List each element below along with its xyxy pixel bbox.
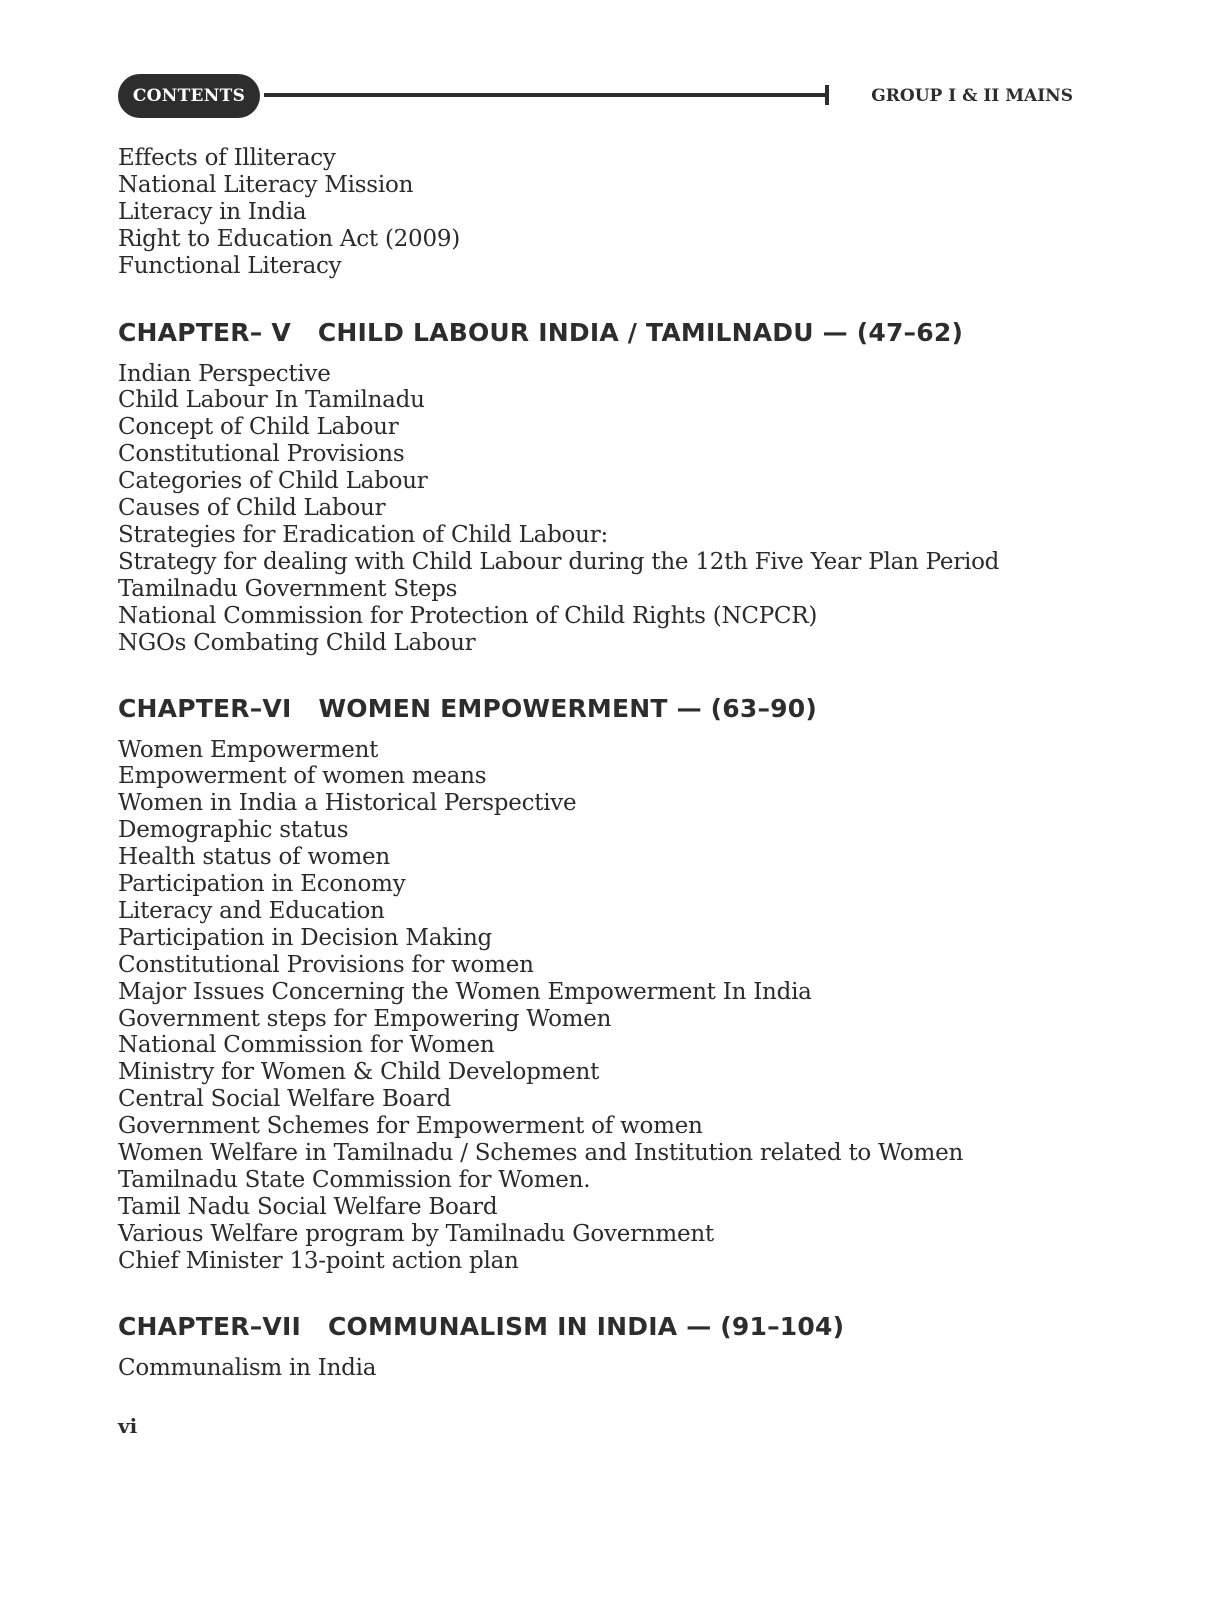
list-item: Tamilnadu State Commission for Women. <box>118 1167 591 1193</box>
list-item: Major Issues Concerning the Women Empowerment In India <box>118 978 812 1005</box>
list-item: Empowerment of women means <box>118 763 487 790</box>
chapter-v-list <box>118 361 1078 657</box>
list-item: Strategy for dealing with Child Labour during the 12th Five Year Plan Period <box>118 548 1000 575</box>
header-rule <box>264 93 827 97</box>
chapter-vii-list <box>118 1355 1078 1382</box>
chapter-title: WOMEN EMPOWERMENT — (63–90) <box>318 693 817 723</box>
list-item: Strategies for Eradication of Child Labour: <box>118 521 608 548</box>
list-item: Tamilnadu Government Steps <box>118 575 458 602</box>
chapter-title: CHILD LABOUR INDIA / TAMILNADU — (47–62) <box>317 317 964 347</box>
page-number: vi <box>118 1414 138 1438</box>
list-item: NGOs Combating Child Labour <box>118 629 476 656</box>
list-item: Constitutional Provisions <box>118 441 405 468</box>
chapter-heading-vii <box>118 1312 1078 1341</box>
chapter-number: CHAPTER–VI <box>118 693 292 723</box>
page-header <box>118 74 1073 118</box>
list-item: Health status of women <box>118 844 390 871</box>
header-rule-cap <box>825 85 829 105</box>
list-item: Demographic status <box>118 817 349 844</box>
list-item: Women in India a Historical Perspective <box>118 790 577 817</box>
list-item: Causes of Child Labour <box>118 495 386 522</box>
chapter-number: CHAPTER–VII <box>118 1311 301 1341</box>
list-item: Women Empowerment <box>118 736 379 763</box>
list-item: Government Schemes for Empowerment of women <box>118 1113 703 1140</box>
list-item: Tamil Nadu Social Welfare Board <box>118 1193 498 1220</box>
chapter-number: CHAPTER– V <box>118 317 291 347</box>
chapter-heading-v <box>118 318 1078 347</box>
list-item: Participation in Decision Making <box>118 924 492 951</box>
intro-list <box>118 145 1078 280</box>
contents-body <box>118 145 1078 1382</box>
list-item: Participation in Economy <box>118 871 406 898</box>
list-item: Child Labour In Tamilnadu <box>118 387 425 414</box>
list-item: Right to Education Act (2009) <box>118 225 460 252</box>
list-item: Effects of Illiteracy <box>118 145 336 171</box>
contents-badge: CONTENTS <box>118 74 260 118</box>
list-item: Categories of Child Labour <box>118 468 428 495</box>
list-item: Indian Perspective <box>118 360 331 387</box>
list-item: Central Social Welfare Board <box>118 1086 451 1113</box>
list-item: Various Welfare program by Tamilnadu Government <box>118 1220 714 1247</box>
list-item: Constitutional Provisions for women <box>118 951 534 978</box>
chapter-heading-vi <box>118 694 1078 723</box>
list-item: Functional Literacy <box>118 252 342 279</box>
list-item: Government steps for Empowering Women <box>118 1005 612 1032</box>
list-item: National Commission for Protection of Child Rights (NCPCR) <box>118 602 818 629</box>
list-item: Women Welfare in Tamilnadu / Schemes and Institution related to Women <box>118 1140 964 1167</box>
list-item: Literacy in India <box>118 198 307 225</box>
list-item: Concept of Child Labour <box>118 414 399 441</box>
list-item: National Commission for Women <box>118 1032 495 1059</box>
chapter-vi-list <box>118 737 1078 1275</box>
list-item: National Literacy Mission <box>118 171 414 198</box>
list-item: Literacy and Education <box>118 897 385 924</box>
list-item: Communalism in India <box>118 1354 377 1381</box>
chapter-title: COMMUNALISM IN INDIA — (91–104) <box>327 1311 845 1341</box>
list-item: Chief Minister 13-point action plan <box>118 1247 519 1274</box>
group-label: GROUP I & II MAINS <box>871 86 1073 106</box>
list-item: Ministry for Women & Child Development <box>118 1059 600 1086</box>
